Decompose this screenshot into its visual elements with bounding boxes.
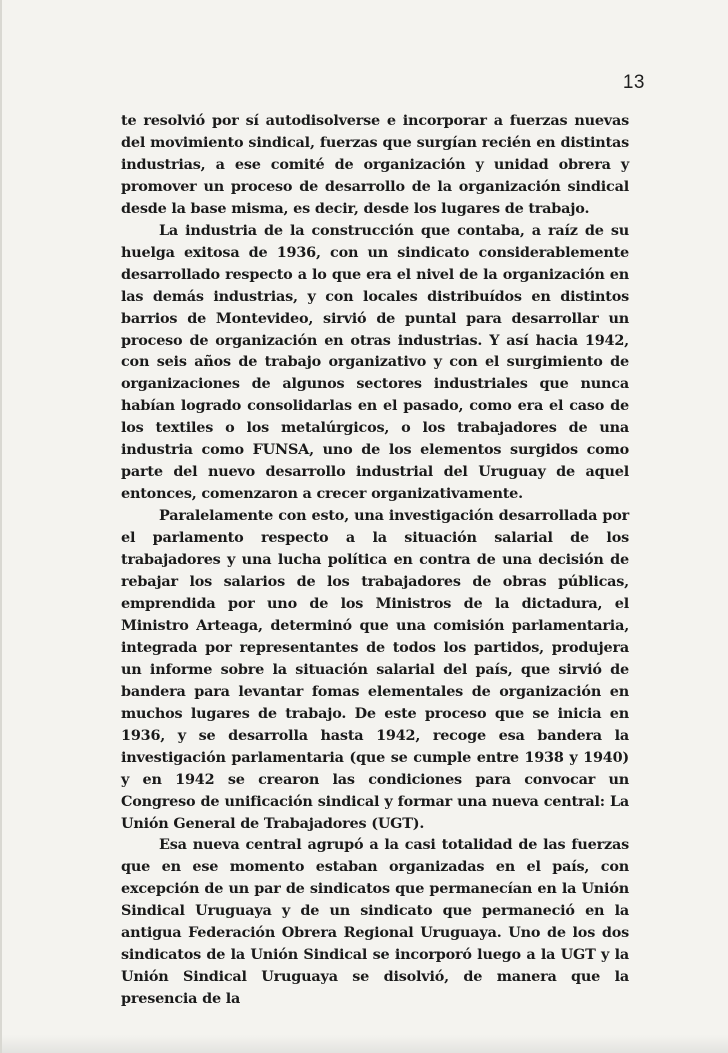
page-number: 13 [622, 72, 645, 93]
page-bottom-shadow [2, 1035, 728, 1053]
paragraph-4: Esa nueva central agrupó a la casi totalidad de las fuerzas que en ese momento estaban organizadas en el país, con excepción de un par de sindicatos que permanecían en la Unión Sindical Uruguaya y de un sindicato que permaneció en la antigua Federación Obrera Regional Uruguaya. Uno de los dos sindicatos de la Unión Sindical se incorporó luego a la UGT y la Unión Sindical Uruguaya se disolvió, de manera que la presencia de la [121, 836, 629, 1008]
paragraph-1: te resolvió por sí autodisolverse e incorporar a fuerzas nuevas del movimiento sindical, fuerzas que surgían recién en distintas industrias, a ese comité de organización y unidad obrera y promover un proceso de desarrollo de la organización sindical desde la base misma, es decir, desde los lugares de trabajo. [121, 112, 629, 217]
paragraph-2: La industria de la construcción que contaba, a raíz de su huelga exitosa de 1936, con un sindicato considerablemente desarrollado respecto a lo que era el nivel de la organización en las demás industrias, y con locales distribuídos en distintos barrios de Montevideo, sirvió de puntal para desarrollar un proceso de organización en otras industrias. Y así hacia 1942, con seis años de trabajo organizativo y con el surgimiento de organizaciones de algunos sectores industriales que nunca habían logrado consolidarlas en el pasado, como era el caso de los textiles o los metalúrgicos, o los trabajadores de una industria como FUNSA, uno de los elementos surgidos como parte del nuevo desarrollo industrial del Uruguay de aquel entonces, comenzaron a crecer organizativamente. [121, 221, 629, 503]
body-text [121, 110, 629, 1010]
paragraph-3: Paralelamente con esto, una investigación desarrollada por el parlamento respecto a la situación salarial de los trabajadores y una lucha política en contra de una decisión de rebajar los salarios de los trabajadores de obras públicas, emprendida por uno de los Ministros de la dictadura, el Ministro Arteaga, determinó que una comisión parlamentaria, integrada por representantes de todos los partidos, produjera un informe sobre la situación salarial del país, que sirvió de bandera para levantar fomas elementales de organización en muchos lugares de trabajo. De este proceso que se inicia en 1936, y se desarrolla hasta 1942, recoge esa bandera la investigación parlamentaria (que se cumple entre 1938 y 1940) y en 1942 se crearon las condiciones para convocar un Congreso de unificación sindical y formar una nueva central: La Unión General de Trabajadores (UGT). [121, 507, 629, 832]
